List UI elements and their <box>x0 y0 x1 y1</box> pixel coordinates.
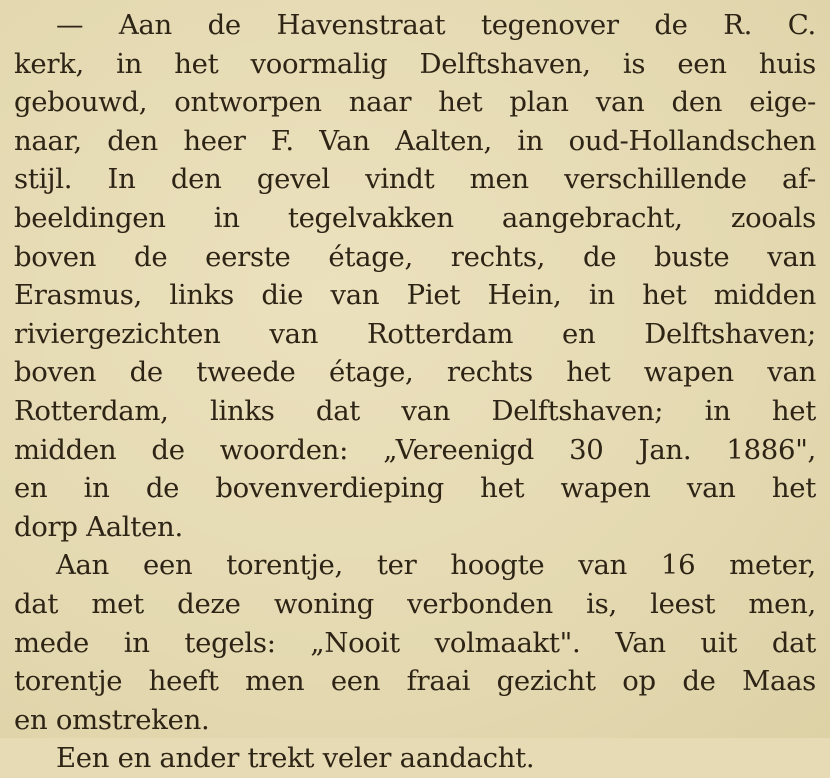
text-line: boven de eerste étage, rechts, de buste van <box>14 240 816 273</box>
text-line: stijl. In den gevel vindt men verschillende af- <box>14 163 816 196</box>
paragraph-havenstraat-house <box>14 6 816 546</box>
text-line: beeldingen in tegelvakken aangebracht, zooals <box>14 201 816 234</box>
text-line: en omstreken. <box>14 703 210 736</box>
text-line: Rotterdam, links dat van Delftshaven; in het <box>14 394 816 427</box>
paragraph-closing <box>14 739 816 778</box>
text-line: Aan een torentje, ter hoogte van 16 meter, <box>56 549 816 582</box>
text-line: kerk, in het voormalig Delftshaven, is een huis <box>14 47 816 80</box>
paragraph-torentje <box>14 546 816 739</box>
text-line: naar, den heer F. Van Aalten, in oud-Hollandschen <box>14 124 816 157</box>
text-line: torentje heeft men een fraai gezicht op de Maas <box>14 665 816 698</box>
text-line: gebouwd, ontworpen naar het plan van den eige- <box>14 86 816 119</box>
text-line: boven de tweede étage, rechts het wapen van <box>14 356 816 389</box>
text-line: Erasmus, links die van Piet Hein, in het midden <box>14 279 816 312</box>
text-line: — Aan de Havenstraat tegenover de R. C. <box>56 9 816 41</box>
text-line: midden de woorden: „Vereenigd 30 Jan. 1886", <box>14 433 816 466</box>
text-line: mede in tegels: „Nooit volmaakt". Van uit dat <box>14 626 816 659</box>
text-line: en in de bovenverdieping het wapen van het <box>14 472 816 505</box>
article-column <box>14 6 816 778</box>
text-line: dat met deze woning verbonden is, leest men, <box>14 587 816 620</box>
text-line: riviergezichten van Rotterdam en Delftshaven; <box>14 317 816 350</box>
text-line: dorp Aalten. <box>14 510 183 543</box>
text-line: Een en ander trekt veler aandacht. <box>56 742 535 775</box>
